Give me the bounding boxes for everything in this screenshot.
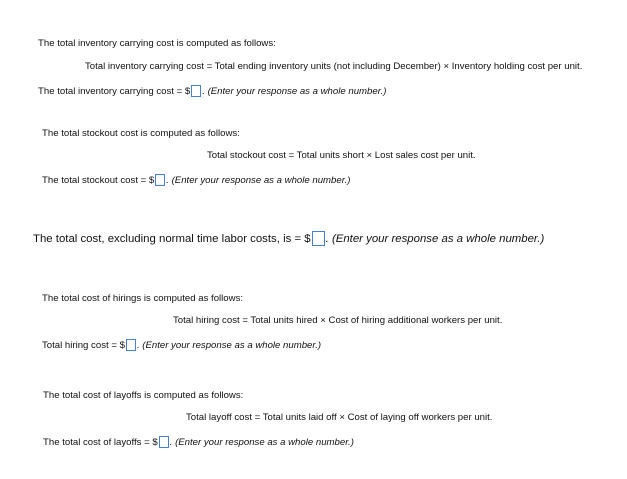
layoff-answer-row xyxy=(43,436,354,450)
hiring-formula: Total hiring cost = Total units hired × Cost of hiring additional workers per unit. xyxy=(173,315,503,326)
stockout-intro: The total stockout cost is computed as follows: xyxy=(42,128,240,139)
inventory-answer-row xyxy=(38,85,386,99)
hiring-answer-hint: . (Enter your response as a whole number.) xyxy=(136,340,322,351)
hiring-answer-label: Total hiring cost = $ xyxy=(42,340,125,351)
layoff-intro: The total cost of layoffs is computed as follows: xyxy=(43,390,244,401)
inventory-answer-hint: . (Enter your response as a whole number.) xyxy=(202,86,387,97)
layoff-answer-input[interactable] xyxy=(159,436,169,448)
layoff-answer-label: The total cost of layoffs = $ xyxy=(43,437,158,448)
total-cost-answer-row xyxy=(33,231,544,247)
total-cost-answer-label: The total cost, excluding normal time labor costs, is = $ xyxy=(33,233,311,245)
stockout-answer-hint: . (Enter your response as a whole number.) xyxy=(166,175,351,186)
stockout-answer-label: The total stockout cost = $ xyxy=(42,175,155,186)
stockout-answer-input[interactable] xyxy=(155,174,165,186)
total-cost-answer-hint: . (Enter your response as a whole number.) xyxy=(325,233,545,245)
layoff-answer-hint: . (Enter your response as a whole number.) xyxy=(169,437,354,448)
inventory-formula: Total inventory carrying cost = Total ending inventory units (not including December) × Inventory holding cost per unit. xyxy=(85,61,583,72)
stockout-answer-row xyxy=(42,174,350,188)
hiring-intro: The total cost of hirings is computed as follows: xyxy=(42,293,244,304)
layoff-formula: Total layoff cost = Total units laid off × Cost of laying off workers per unit. xyxy=(186,412,493,423)
total-cost-answer-input[interactable] xyxy=(312,231,325,246)
inventory-answer-input[interactable] xyxy=(191,85,201,97)
hiring-answer-row xyxy=(42,339,321,353)
stockout-formula: Total stockout cost = Total units short × Lost sales cost per unit. xyxy=(207,150,476,161)
hiring-answer-input[interactable] xyxy=(126,339,136,351)
inventory-intro: The total inventory carrying cost is computed as follows: xyxy=(38,38,276,49)
inventory-answer-label: The total inventory carrying cost = $ xyxy=(38,86,191,97)
